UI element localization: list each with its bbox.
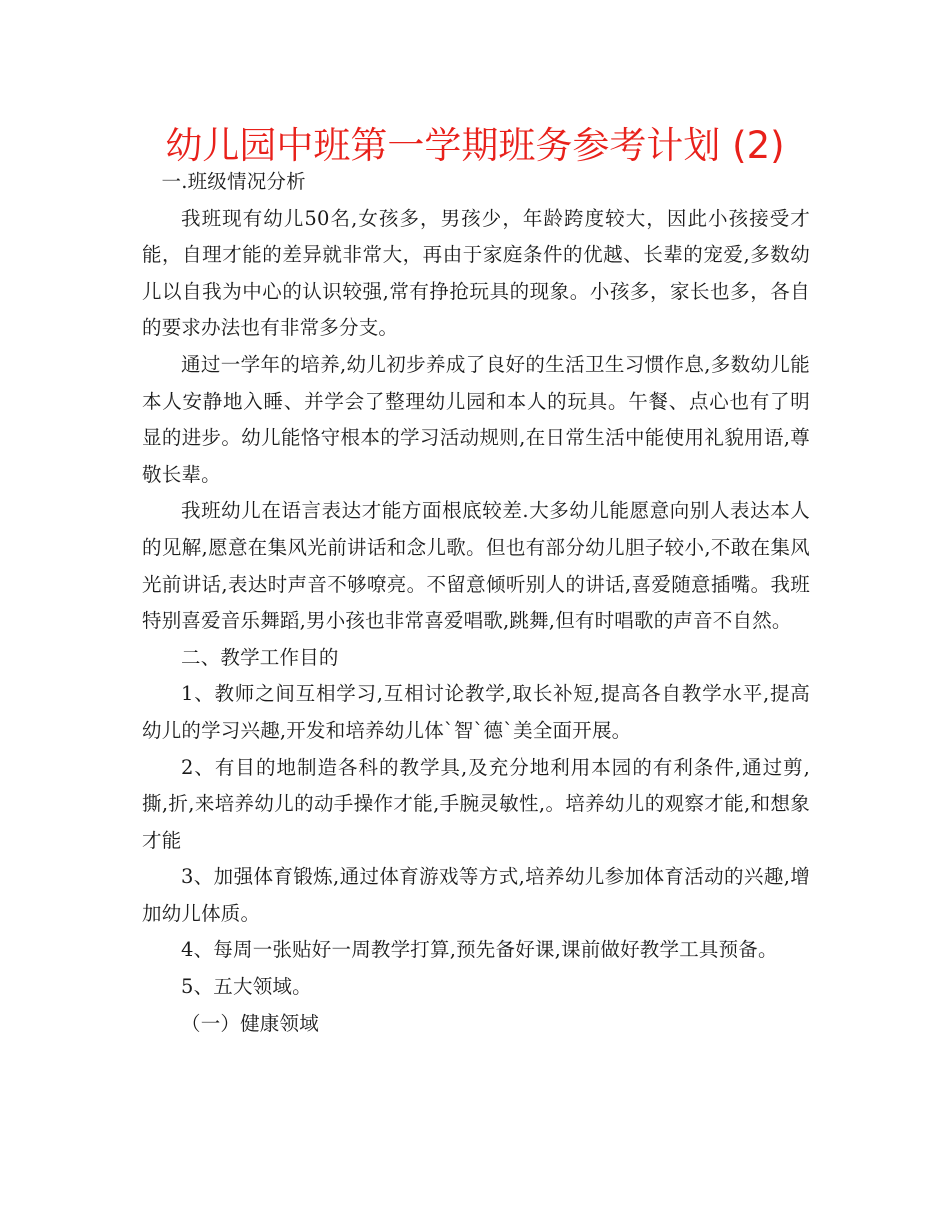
subsection-health: （一）健康领域 bbox=[181, 1011, 319, 1035]
section-heading-1: 一.班级情况分析 bbox=[161, 170, 306, 193]
paragraph-language: 我班幼儿在语言表达才能方面根底较差.大多幼儿能愿意向别人表达本人的见解,愿意在集风光前讲话和念儿歌。但也有部分幼儿胆子较小,不敢在集风光前讲话,表达时声音不够嘹亮。不留意倾听别人的讲话,喜爱随意插嘴。我班特别喜爱音乐舞蹈,男小孩也非常喜爱唱歌,跳舞,但有时唱歌的声音不自然。 bbox=[142, 499, 810, 633]
goal-item-1: 1、教师之间互相学习,互相讨论教学,取长补短,提高各自教学水平,提高幼儿的学习兴趣,开发和培养幼儿体`智`德`美全面开展。 bbox=[142, 682, 810, 742]
goal-item-5: 5、五大领域。 bbox=[181, 975, 312, 999]
document-body bbox=[142, 164, 810, 1042]
paragraph-habits: 通过一学年的培养,幼儿初步养成了良好的生活卫生习惯作息,多数幼儿能本人安静地入睡、并学会了整理幼儿园和本人的玩具。午餐、点心也有了明显的进步。幼儿能恪守根本的学习活动规则,在日常生活中能使用礼貌用语,尊敬长辈。 bbox=[142, 352, 810, 486]
paragraph-class-overview: 我班现有幼儿50名,女孩多，男孩少，年龄跨度较大，因此小孩接受才能，自理才能的差异就非常大，再由于家庭条件的优越、长辈的宠爱,多数幼儿以自我为中心的认识较强,常有挣抢玩具的现象。小孩多，家长也多，各自的要求办法也有非常多分支。 bbox=[142, 206, 810, 340]
goal-item-2: 2、有目的地制造各科的教学具,及充分地利用本园的有利条件,通过剪,撕,折,来培养幼儿的动手操作才能,手腕灵敏性,。培养幼儿的观察才能,和想象才能 bbox=[142, 755, 810, 852]
document-title: 幼儿园中班第一学期班务参考计划 (2) bbox=[165, 124, 785, 167]
goal-item-4: 4、每周一张贴好一周教学打算,预先备好课,课前做好教学工具预备。 bbox=[181, 938, 778, 962]
section-heading-2: 二、教学工作目的 bbox=[181, 645, 339, 669]
goal-item-3: 3、加强体育锻炼,通过体育游戏等方式,培养幼儿参加体育活动的兴趣,增加幼儿体质。 bbox=[142, 865, 810, 925]
